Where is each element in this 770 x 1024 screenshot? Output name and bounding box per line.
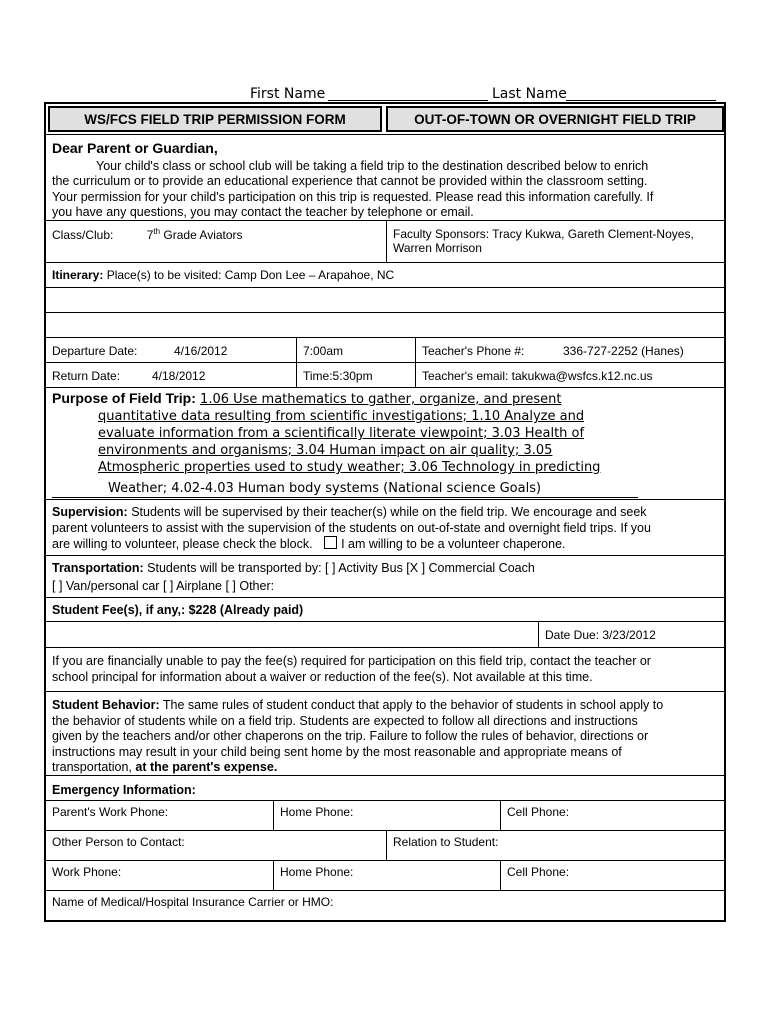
transportation-label: Transportation: [52,561,144,575]
cell-phone-2[interactable]: Cell Phone: [507,865,570,879]
insurance-carrier[interactable]: Name of Medical/Hospital Insurance Carrier or HMO: [52,895,334,909]
departure-row [46,338,724,363]
teacher-email[interactable]: Teacher's email: takukwa@wsfcs.k12.nc.us [422,369,653,383]
class-row [46,221,724,263]
supervision-section [46,500,724,556]
faculty-sponsors[interactable]: Faculty Sponsors: Tracy Kukwa, Gareth Clement-Noyes, [393,227,694,241]
home-phone-2[interactable]: Home Phone: [280,865,354,879]
departure-label: Departure Date: [52,344,138,358]
cell-phone[interactable]: Cell Phone: [507,805,570,819]
form-title: WS/FCS FIELD TRIP PERMISSION FORM [48,106,382,132]
class-label: Class/Club: [52,228,114,242]
emergency-header [46,776,724,801]
emergency-row-4 [46,891,724,920]
trip-type-title: OUT-OF-TOWN OR OVERNIGHT FIELD TRIP [386,106,724,132]
work-phone[interactable]: Work Phone: [52,865,122,879]
purpose-line: Weather; 4.02-4.03 Human body systems (National science Goals) [52,480,638,498]
supervision-text: parent volunteers to assist with the supervision of the students on out-of-state and overnight field trips. If you [52,520,651,535]
purpose-label: Purpose of Field Trip: [52,390,196,406]
return-date[interactable]: 4/18/2012 [152,369,206,383]
departure-date[interactable]: 4/16/2012 [174,344,228,358]
emergency-row-3 [46,861,724,891]
behavior-text: the behavior of students while on a field trip. Students are expected to follow all directions and instructions [52,713,638,728]
itinerary-label: Itinerary: [52,268,104,282]
transportation-section [46,556,724,598]
intro-line: Your permission for your child's participation on this trip is requested. Please read this information carefully. If [52,189,654,204]
emergency-label: Emergency Information: [52,783,196,797]
return-row [46,363,724,388]
intro-line: you have any questions, you may contact the teacher by telephone or email. [52,205,474,219]
emergency-row-2 [46,831,724,861]
date-due[interactable]: Date Due: 3/23/2012 [545,628,656,642]
behavior-section [46,692,724,776]
behavior-text: transportation, [52,760,136,774]
transportation-options-2[interactable]: [ ] Van/personal car [ ] Airplane [ ] Other: [52,579,275,593]
teacher-phone-label: Teacher's Phone #: [422,344,525,358]
title-row [46,104,724,135]
intro-section [46,135,724,221]
volunteer-checkbox[interactable] [324,536,337,549]
teacher-phone[interactable]: 336-727-2252 (Hanes) [563,344,684,358]
behavior-label: Student Behavior: [52,698,160,712]
first-name-label: First Name [250,86,326,102]
behavior-text-bold: at the parent's expense. [135,760,278,774]
supervision-text: are willing to volunteer, please check the block. [52,537,313,551]
fees-due-row [46,622,724,648]
purpose-line: evaluate information from a scientifically literate viewpoint; 3.03 Health of [98,426,585,441]
faculty-sponsors-cont: Warren Morrison [393,241,482,255]
purpose-section [46,388,724,500]
class-value[interactable]: 7th Grade Aviators [146,227,243,242]
itinerary-row [46,263,724,288]
intro-line: Your child's class or school club will be taking a field trip to the destination described below to enrich [96,158,649,173]
fees-row [46,598,724,622]
purpose-line: environments and organisms; 3.04 Human impact on air quality; 3.05 [98,443,553,458]
departure-time[interactable]: 7:00am [303,344,344,358]
behavior-text: given by the teachers and/or other chaperons on the trip. Failure to follow the rules of behavior, directions or [52,729,649,743]
permission-form [44,102,726,922]
other-contact[interactable]: Other Person to Contact: [52,835,185,849]
supervision-text: Students will be supervised by their teacher(s) while on the field trip. We encourage and seek [127,505,647,519]
volunteer-checkbox-label: I am willing to be a volunteer chaperone. [341,537,566,551]
return-label: Return Date: [52,369,121,383]
itinerary-blank-2[interactable] [46,313,724,338]
return-time[interactable]: Time:5:30pm [303,369,373,383]
last-name-label: Last Name [492,86,567,102]
supervision-label: Supervision: [52,505,128,519]
greeting: Dear Parent or Guardian, [52,140,218,156]
transportation-options[interactable]: Students will be transported by: [ ] Activity Bus [X ] Commercial Coach [143,561,535,575]
purpose-line[interactable]: 1.06 Use mathematics to gather, organize, and present [200,392,562,407]
emergency-row-1 [46,801,724,831]
fees-note [46,648,724,692]
itinerary-blank-1[interactable] [46,288,724,313]
intro-line: the curriculum or to provide an educational experience that cannot be provided within the classroom setting. [52,174,648,188]
fees-blank[interactable] [46,622,538,647]
relation-to-student[interactable]: Relation to Student: [393,835,499,849]
home-phone[interactable]: Home Phone: [280,805,354,819]
fees-note-line: school principal for information about a waiver or reduction of the fee(s). Not available at this time. [52,669,593,684]
fees-note-line: If you are financially unable to pay the fee(s) required for participation on this field trip, contact the teacher or [52,654,651,668]
parent-work-phone[interactable]: Parent's Work Phone: [52,805,169,819]
behavior-text: instructions may result in your child being sent home by the most reasonable and appropriate means of [52,744,622,759]
purpose-line: quantitative data resulting from scientific investigations; 1.10 Analyze and [98,409,585,424]
behavior-text: The same rules of student conduct that apply to the behavior of students in school apply to [159,698,664,712]
student-fees: Student Fee(s), if any,: $228 (Already paid) [52,603,304,617]
itinerary-value[interactable]: Place(s) to be visited: Camp Don Lee – Arapahoe, NC [106,268,395,282]
purpose-line: Atmospheric properties used to study weather; 3.06 Technology in predicting [98,460,601,475]
